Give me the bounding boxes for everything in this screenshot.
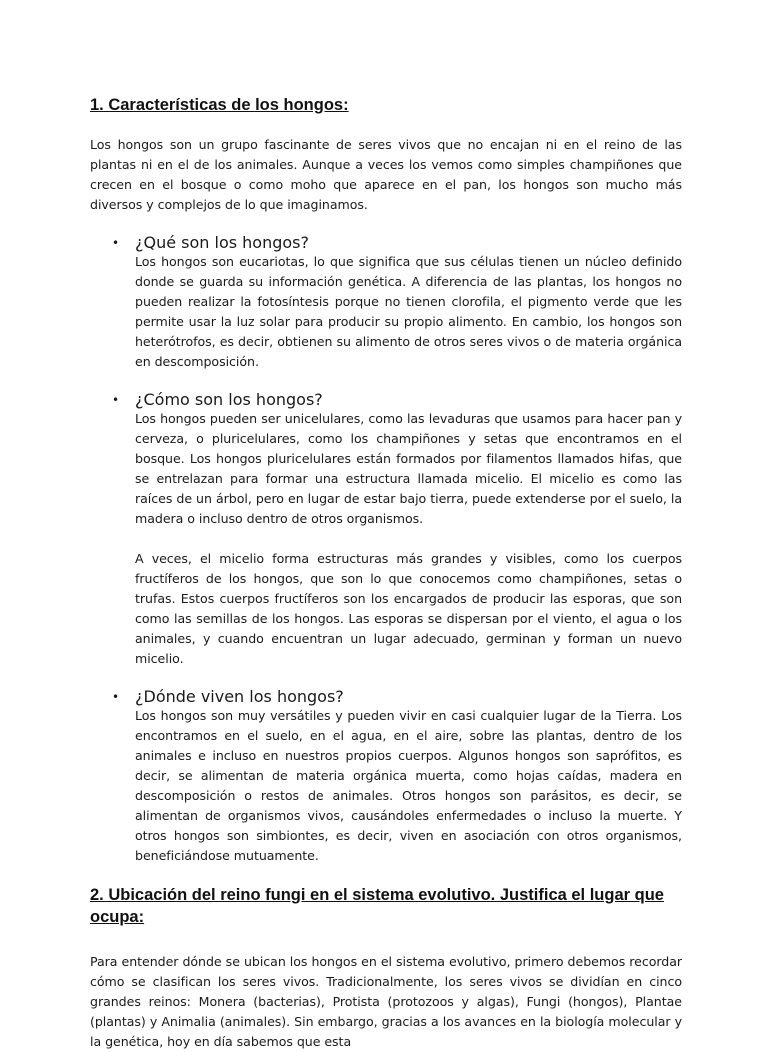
list-item-how [90, 390, 682, 669]
answer-what: Los hongos son eucariotas, lo que significa que sus células tienen un núcleo definido donde se guarda su información genética. A diferencia de las plantas, los hongos no pueden realizar la fotosíntesis porque no tienen clorofila, el pigmento verde que les permite usar la luz solar para producir su propio alimento. En cambio, los hongos son heterótrofos, es decir, obtienen su alimento de otros seres vivos o de materia orgánica en descomposición. [135, 254, 682, 369]
bullet-icon: • [112, 690, 120, 704]
answer-how-2: A veces, el micelio forma estructuras más grandes y visibles, como los cuerpos fructíferos de los hongos, que son lo que conocemos como champiñones, setas o trufas. Estos cuerpos fructíferos son los encargados de producir las esporas, que son como las semillas de los hongos. Las esporas se dispersan por el viento, el agua o los animales, y cuando encuentran un lugar adecuado, germinan y forman un nuevo micelio. [135, 551, 682, 666]
answer-where: Los hongos son muy versátiles y pueden vivir en casi cualquier lugar de la Tierra. Los encontramos en el suelo, en el agua, en el aire, sobre las plantas, dentro de los animales e incluso en nuestros propios cuerpos. Algunos hongos son saprófitos, es decir, se alimentan de materia orgánica muerta, como hojas caídas, madera en descomposición o restos de animales. Otros hongos son parásitos, es decir, se alimentan de organismos vivos, causándoles enfermedades o incluso la muerte. Y otros hongos son simbiontes, es decir, viven en asociación con otros organismos, beneficiándose mutuamente. [135, 708, 682, 863]
question-how: ¿Cómo son los hongos? [135, 390, 323, 409]
section-2-heading: 2. Ubicación del reino fungi en el sistema evolutivo. Justifica el lugar que ocupa: [90, 886, 664, 926]
question-where: ¿Dónde viven los hongos? [135, 687, 344, 706]
list-item-what [90, 233, 682, 372]
section-1-heading: 1. Características de los hongos: [90, 96, 349, 114]
bullet-icon: • [112, 236, 120, 250]
section-2-text: Para entender dónde se ubican los hongos en el sistema evolutivo, primero debemos recordar cómo se clasifican los seres vivos. Tradicionalmente, los seres vivos se dividían en cinco grandes reinos: Monera (bacterias), Protista (protozoos y algas), Fungi (hongos), Plantae (plantas) y Animalia (animales). Sin embargo, gracias a los avances en la biología molecular y la genética, hoy en día sabemos que esta [90, 954, 682, 1049]
list-item-where [90, 687, 682, 866]
question-list [90, 233, 682, 866]
answer-how-1: Los hongos pueden ser unicelulares, como las levaduras que usamos para hacer pan y cerveza, o pluricelulares, como los champiñones y setas que encontramos en el bosque. Los hongos pluricelulares están formados por filamentos llamados hifas, que se entrelazan para formar una estructura llamada micelio. El micelio es como las raíces de un árbol, pero en lugar de estar bajo tierra, puede extenderse por el suelo, la madera o incluso dentro de otros organismos. [135, 411, 682, 526]
bullet-icon: • [112, 393, 120, 407]
question-what: ¿Qué son los hongos? [135, 233, 310, 252]
section-1-intro: Los hongos son un grupo fascinante de seres vivos que no encajan ni en el reino de las plantas ni en el de los animales. Aunque a veces los vemos como simples champiñones que crecen en el bosque o como moho que aparece en el pan, los hongos son mucho más diversos y complejos de lo que imaginamos. [90, 137, 682, 212]
